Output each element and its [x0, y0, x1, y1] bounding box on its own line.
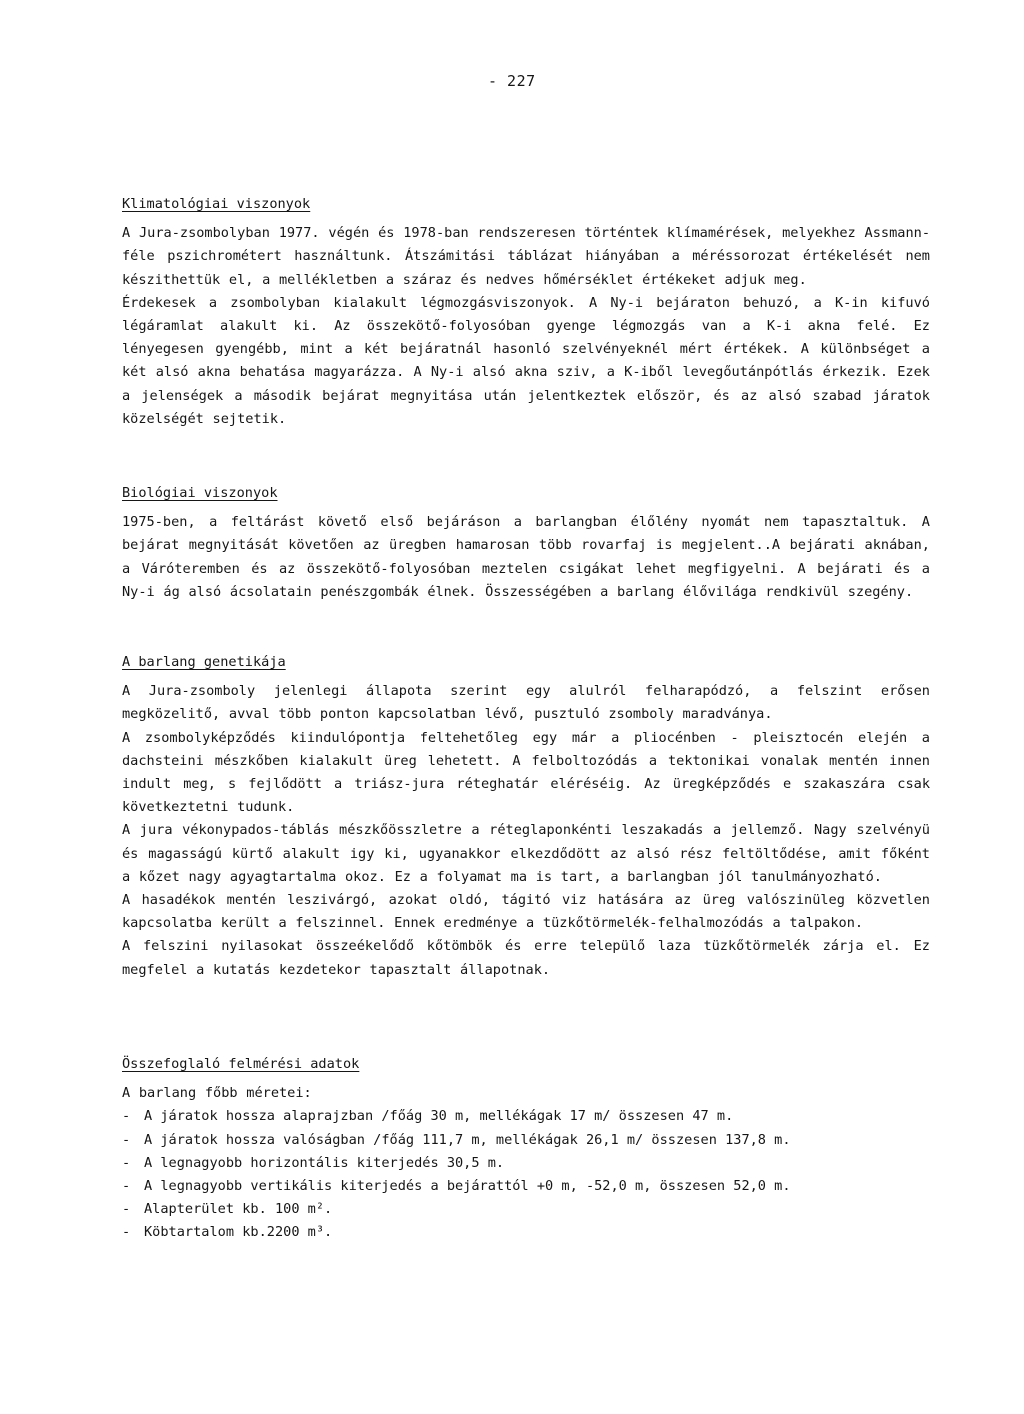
section-heading: Összefoglaló felmérési adatok: [122, 1056, 360, 1072]
list-item: [122, 1152, 930, 1175]
list-item: [122, 1221, 930, 1244]
section-biology: [122, 482, 930, 604]
list-item-text: A járatok hossza valóságban /főág 111,7 m, mellékágak 26,1 m/ összesen 137,8 m.: [144, 1131, 791, 1148]
section-survey-data: [122, 1053, 930, 1245]
list-item-text: Alapterület kb. 100 m².: [144, 1201, 333, 1218]
list-dash: -: [122, 1224, 131, 1241]
list-dash: -: [122, 1178, 131, 1195]
list-item: [122, 1129, 930, 1152]
list-item: [122, 1198, 930, 1221]
paragraph: 1975-ben, a feltárást követő első bejáráson a barlangban élőlény nyomát nem tapasztaltuk. A bejárat megnyitását követően az üregben hamarosan több rovarfaj is megjelent..A bejárati aknában, a Váróteremben és az összekötő-folyosóban meztelen csigákat lehet megfigyelni. A bejárati és a Ny-i ág alsó ácsolatain penészgombák élnek. Összességében a barlang élővilága rendkivül szegény.: [122, 514, 930, 600]
paragraph: A jura vékonypados-táblás mészkőösszletre a réteglaponkénti leszakadás a jellemző. Nagy szelvényü és magasságú kürtő alakult igy ki, ugyanakkor elkezdődött az alsó rész feltöltődése, amit főként a kőzet nagy agyagtartalma okoz. Ez a folyamat ma is tart, a barlangban jól tanulmányozható.: [122, 822, 930, 885]
section-climatology: [122, 193, 930, 431]
list-dash: -: [122, 1154, 131, 1171]
paragraph: A zsombolyképződés kiindulópontja feltehetőleg egy már a pliocénben - pleisztocén elején a dachsteini mészkőben kialakult üreg lehetett. A felboltozódás a tektonikai vonalak mentén innen indult meg, s fejlődött a triász-jura réteghatár eléréséig. Az üregképződés e szakaszára csak következtetni tudunk.: [122, 729, 930, 816]
page-number: - 227: [488, 72, 536, 90]
paragraph: A felszini nyilasokat összeékelődő kőtömbök és erre települő laza tüzkőtörmelék zárja el. Ez megfelel a kutatás kezdetekor tapasztalt állapotnak.: [122, 938, 930, 978]
section-heading: Klimatológiai viszonyok: [122, 196, 311, 212]
paragraph: Érdekesek a zsombolyban kialakult légmozgásviszonyok. A Ny-i bejáraton behuzó, a K-in kifuvó légáramlat alakult ki. Az összekötő-folyosóban gyenge légmozgás van a K-i akna felé. Ez lényegesen gyengébb, mint a két bejáratnál hasonló szelvényeknél mért értékek. A különbséget a két alsó akna behatása magyarázza. A Ny-i alsó akna sziv, a K-iből levegőutánpótlás érkezik. Ezek a jelenségek a második bejárat megnyitása után jelentkeztek először, és az alsó szabad járatok közelségét sejtetik.: [122, 294, 930, 427]
list-dash: -: [122, 1201, 131, 1218]
section-heading: A barlang genetikája: [122, 654, 286, 670]
list-intro: A barlang főbb méretei:: [122, 1085, 312, 1102]
list-item-text: A járatok hossza alaprajzban /főág 30 m, mellékágak 17 m/ összesen 47 m.: [144, 1108, 734, 1125]
list-item-text: Köbtartalom kb.2200 m³.: [144, 1224, 333, 1241]
list-item: [122, 1105, 930, 1128]
list-dash: -: [122, 1108, 131, 1125]
paragraph: A hasadékok mentén leszivárgó, azokat oldó, tágitó viz hatására az üreg valószinüleg közvetlen kapcsolatba került a felszinnel. Ennek eredménye a tüzkőtörmelék-felhalmozódás a talpakon.: [122, 892, 930, 932]
section-heading: Biológiai viszonyok: [122, 485, 278, 501]
dimensions-list: [122, 1105, 930, 1244]
list-dash: -: [122, 1131, 131, 1148]
section-genetics: [122, 651, 930, 982]
paragraph: A Jura-zsomboly jelenlegi állapota szerint egy alulról felharapódzó, a felszint erősen megközelitő, avval több ponton kapcsolatban lévő, pusztuló zsomboly maradványa.: [122, 683, 930, 723]
list-item-text: A legnagyobb horizontális kiterjedés 30,5 m.: [144, 1154, 505, 1171]
list-item-text: A legnagyobb vertikális kiterjedés a bejárattól +0 m, -52,0 m, összesen 52,0 m.: [144, 1178, 791, 1195]
paragraph: A Jura-zsombolyban 1977. végén és 1978-ban rendszeresen történtek klímamérések, melyekhez Assmann-féle pszichrométert használtunk. Átszámitási táblázat hiányában a méréssorozat értékelését nem készithettük el, a mellékletben a száraz és nedves hőmérséklet értékeket adjuk meg.: [122, 225, 930, 288]
list-item: [122, 1175, 930, 1198]
